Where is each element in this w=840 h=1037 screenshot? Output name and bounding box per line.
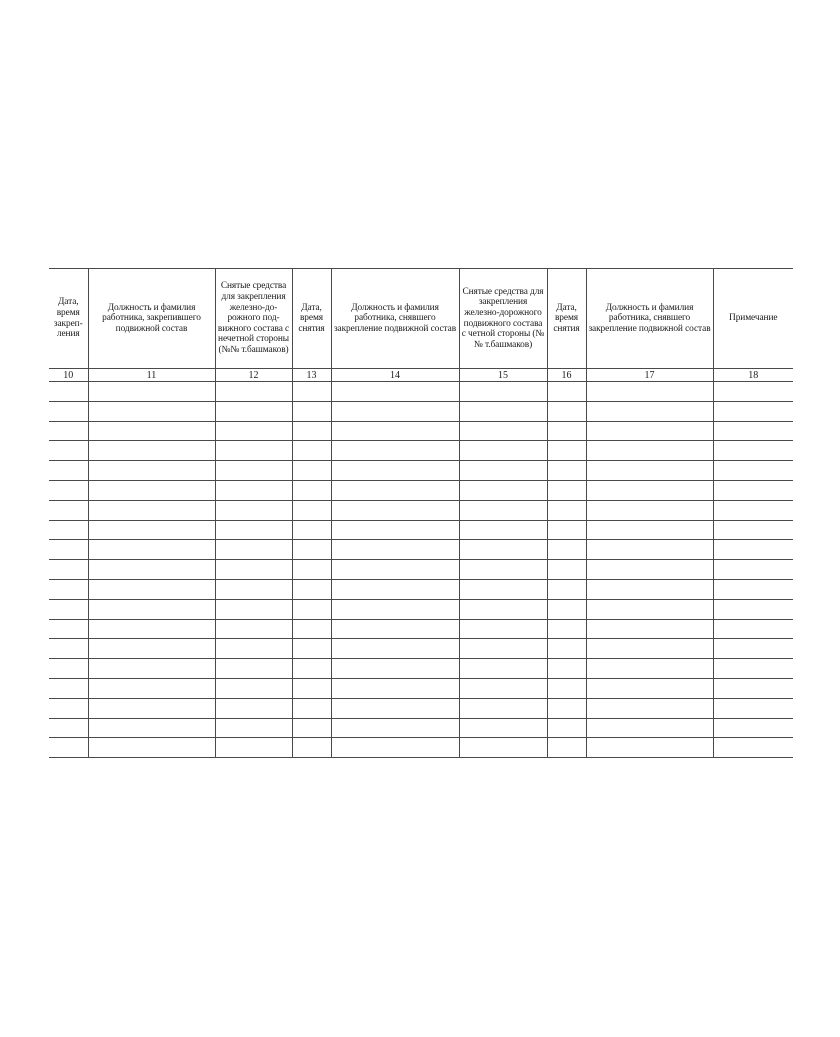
table-cell xyxy=(713,659,793,679)
table-cell xyxy=(88,619,215,639)
table-cell xyxy=(292,619,331,639)
journal-table xyxy=(49,268,793,758)
table-row xyxy=(49,421,793,441)
table-cell xyxy=(88,639,215,659)
table-row xyxy=(49,520,793,540)
table-cell xyxy=(292,698,331,718)
table-cell xyxy=(713,421,793,441)
header-label: Примечание xyxy=(729,313,778,324)
table-cell xyxy=(459,698,547,718)
table-cell xyxy=(547,382,586,402)
table-row xyxy=(49,461,793,481)
table-cell xyxy=(459,540,547,560)
header-cell-remover-name-odd xyxy=(331,269,459,369)
column-number: 14 xyxy=(331,369,459,382)
table-cell xyxy=(292,579,331,599)
table-cell xyxy=(586,540,713,560)
table-cell xyxy=(331,678,459,698)
journal-sheet xyxy=(49,268,793,758)
table-cell xyxy=(88,698,215,718)
table-cell xyxy=(586,639,713,659)
table-cell xyxy=(586,560,713,580)
column-number: 17 xyxy=(586,369,713,382)
table-cell xyxy=(713,599,793,619)
table-cell xyxy=(292,599,331,619)
table-cell xyxy=(586,619,713,639)
table-row xyxy=(49,480,793,500)
table-cell xyxy=(547,560,586,580)
table-cell xyxy=(49,659,88,679)
table-cell xyxy=(215,579,292,599)
table-cell xyxy=(713,382,793,402)
table-cell xyxy=(331,619,459,639)
table-cell xyxy=(49,698,88,718)
table-cell xyxy=(586,718,713,738)
table-cell xyxy=(713,738,793,758)
header-row xyxy=(49,269,793,369)
table-cell xyxy=(292,480,331,500)
table-cell xyxy=(88,382,215,402)
table-cell xyxy=(331,520,459,540)
column-number: 13 xyxy=(292,369,331,382)
table-cell xyxy=(713,441,793,461)
table-cell xyxy=(547,500,586,520)
header-cell-date-removed-odd xyxy=(292,269,331,369)
table-row xyxy=(49,678,793,698)
table-cell xyxy=(713,560,793,580)
table-cell xyxy=(49,382,88,402)
table-cell xyxy=(49,520,88,540)
table-cell xyxy=(49,421,88,441)
table-cell xyxy=(292,382,331,402)
table-cell xyxy=(459,579,547,599)
table-cell xyxy=(547,421,586,441)
table-row xyxy=(49,382,793,402)
table-cell xyxy=(215,520,292,540)
header-label: Снятые средства для закрепления железно-дорожного подвижного состава с четной стороны (№№ т.башмаков) xyxy=(461,286,545,350)
header-label: Дата, время снятия xyxy=(553,302,580,334)
table-cell xyxy=(331,421,459,441)
header-label: Дата, время закреп- ления xyxy=(53,297,83,340)
table-cell xyxy=(547,579,586,599)
table-cell xyxy=(459,599,547,619)
table-cell xyxy=(586,599,713,619)
table-cell xyxy=(331,480,459,500)
table-cell xyxy=(88,540,215,560)
table-cell xyxy=(547,698,586,718)
table-cell xyxy=(88,401,215,421)
header-cell-note xyxy=(713,269,793,369)
table-cell xyxy=(331,659,459,679)
column-number: 11 xyxy=(88,369,215,382)
table-cell xyxy=(586,461,713,481)
table-cell xyxy=(292,560,331,580)
table-cell xyxy=(586,421,713,441)
table-cell xyxy=(215,480,292,500)
table-cell xyxy=(331,382,459,402)
header-label: Должность и фамилия работника, снявшего закрепление подвижной состав xyxy=(588,302,711,334)
header-cell-remover-name-even xyxy=(586,269,713,369)
table-cell xyxy=(459,718,547,738)
table-cell xyxy=(713,480,793,500)
header-label: Должность и фамилия работника, снявшего закрепление подвижной состав xyxy=(333,302,457,334)
header-label: Дата, время снятия xyxy=(298,302,325,334)
table-cell xyxy=(547,619,586,639)
table-cell xyxy=(547,441,586,461)
table-cell xyxy=(49,639,88,659)
table-row xyxy=(49,659,793,679)
table-cell xyxy=(49,560,88,580)
table-cell xyxy=(586,659,713,679)
table-cell xyxy=(459,461,547,481)
table-cell xyxy=(547,678,586,698)
table-cell xyxy=(88,421,215,441)
table-cell xyxy=(292,718,331,738)
table-cell xyxy=(586,579,713,599)
table-cell xyxy=(547,520,586,540)
column-number: 12 xyxy=(215,369,292,382)
table-cell xyxy=(215,441,292,461)
table-cell xyxy=(713,619,793,639)
table-cell xyxy=(586,401,713,421)
header-cell-date-fixed xyxy=(49,269,88,369)
table-row xyxy=(49,500,793,520)
table-cell xyxy=(49,579,88,599)
table-cell xyxy=(49,678,88,698)
column-number: 15 xyxy=(459,369,547,382)
table-cell xyxy=(215,401,292,421)
table-row xyxy=(49,401,793,421)
table-cell xyxy=(713,500,793,520)
table-row xyxy=(49,579,793,599)
table-cell xyxy=(547,540,586,560)
table-cell xyxy=(215,698,292,718)
table-cell xyxy=(88,738,215,758)
table-cell xyxy=(459,382,547,402)
table-cell xyxy=(331,579,459,599)
table-cell xyxy=(331,560,459,580)
table-cell xyxy=(713,461,793,481)
table-row xyxy=(49,639,793,659)
table-cell xyxy=(547,639,586,659)
table-cell xyxy=(586,441,713,461)
table-cell xyxy=(215,560,292,580)
table-cell xyxy=(49,480,88,500)
header-cell-even-side-means xyxy=(459,269,547,369)
table-cell xyxy=(215,500,292,520)
table-cell xyxy=(547,599,586,619)
table-cell xyxy=(215,659,292,679)
table-cell xyxy=(459,639,547,659)
table-cell xyxy=(586,382,713,402)
table-cell xyxy=(547,480,586,500)
table-cell xyxy=(292,659,331,679)
column-number-row xyxy=(49,369,793,382)
table-cell xyxy=(459,678,547,698)
table-cell xyxy=(586,698,713,718)
table-cell xyxy=(49,738,88,758)
table-cell xyxy=(459,520,547,540)
table-cell xyxy=(88,441,215,461)
table-cell xyxy=(459,421,547,441)
table-cell xyxy=(49,500,88,520)
table-cell xyxy=(547,659,586,679)
table-cell xyxy=(215,718,292,738)
table-cell xyxy=(88,480,215,500)
table-cell xyxy=(88,579,215,599)
column-number: 16 xyxy=(547,369,586,382)
table-cell xyxy=(88,461,215,481)
header-cell-date-removed-even xyxy=(547,269,586,369)
table-cell xyxy=(331,540,459,560)
table-cell xyxy=(49,401,88,421)
table-cell xyxy=(713,579,793,599)
table-cell xyxy=(215,639,292,659)
table-row xyxy=(49,441,793,461)
table-cell xyxy=(331,500,459,520)
table-cell xyxy=(459,500,547,520)
table-cell xyxy=(292,401,331,421)
table-cell xyxy=(49,441,88,461)
table-cell xyxy=(459,659,547,679)
table-cell xyxy=(586,678,713,698)
table-cell xyxy=(586,480,713,500)
table-cell xyxy=(292,520,331,540)
table-cell xyxy=(88,678,215,698)
header-cell-odd-side-means xyxy=(215,269,292,369)
table-cell xyxy=(331,441,459,461)
table-cell xyxy=(547,718,586,738)
table-cell xyxy=(586,738,713,758)
table-cell xyxy=(292,639,331,659)
table-cell xyxy=(49,718,88,738)
table-cell xyxy=(49,540,88,560)
table-cell xyxy=(292,678,331,698)
column-number: 18 xyxy=(713,369,793,382)
table-cell xyxy=(713,520,793,540)
table-cell xyxy=(459,738,547,758)
table-cell xyxy=(459,560,547,580)
table-cell xyxy=(215,599,292,619)
table-row xyxy=(49,619,793,639)
table-cell xyxy=(331,599,459,619)
table-cell xyxy=(88,520,215,540)
table-cell xyxy=(215,738,292,758)
table-cell xyxy=(49,599,88,619)
table-cell xyxy=(586,500,713,520)
header-cell-fixer-name xyxy=(88,269,215,369)
table-cell xyxy=(331,401,459,421)
table-cell xyxy=(49,619,88,639)
header-label: Должность и фамилия работника, закрепившего подвижной состав xyxy=(102,302,201,334)
table-cell xyxy=(215,619,292,639)
table-cell xyxy=(713,540,793,560)
table-cell xyxy=(713,718,793,738)
table-cell xyxy=(459,480,547,500)
table-cell xyxy=(459,401,547,421)
table-cell xyxy=(88,718,215,738)
table-cell xyxy=(215,421,292,441)
table-row xyxy=(49,599,793,619)
table-cell xyxy=(292,441,331,461)
table-cell xyxy=(547,401,586,421)
table-cell xyxy=(331,698,459,718)
table-cell xyxy=(215,382,292,402)
table-cell xyxy=(713,678,793,698)
table-cell xyxy=(292,421,331,441)
table-cell xyxy=(331,639,459,659)
table-row xyxy=(49,560,793,580)
table-cell xyxy=(292,500,331,520)
table-row xyxy=(49,698,793,718)
column-number: 10 xyxy=(49,369,88,382)
table-cell xyxy=(88,599,215,619)
table-cell xyxy=(713,639,793,659)
table-cell xyxy=(292,461,331,481)
table-cell xyxy=(713,698,793,718)
table-cell xyxy=(215,461,292,481)
table-cell xyxy=(49,461,88,481)
table-row xyxy=(49,738,793,758)
table-cell xyxy=(292,540,331,560)
table-cell xyxy=(713,401,793,421)
header-label: Снятые средства для закрепления железно-до- рожного под- вижного состава с нечетной стороны (№№ т.башмаков) xyxy=(217,281,290,355)
table-cell xyxy=(586,520,713,540)
table-cell xyxy=(331,718,459,738)
table-cell xyxy=(459,441,547,461)
table-cell xyxy=(88,659,215,679)
table-cell xyxy=(547,738,586,758)
table-cell xyxy=(215,540,292,560)
table-cell xyxy=(88,560,215,580)
table-cell xyxy=(88,500,215,520)
table-cell xyxy=(331,461,459,481)
table-row xyxy=(49,540,793,560)
table-cell xyxy=(331,738,459,758)
table-cell xyxy=(292,738,331,758)
table-cell xyxy=(459,619,547,639)
table-cell xyxy=(215,678,292,698)
table-cell xyxy=(547,461,586,481)
table-row xyxy=(49,718,793,738)
